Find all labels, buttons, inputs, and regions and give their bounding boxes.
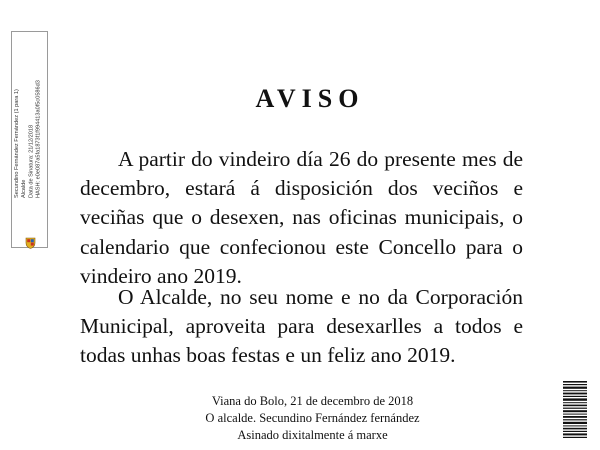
- signature-stamp-text: [14, 32, 44, 198]
- page-title: AVISO: [255, 84, 365, 113]
- notice-paragraph: A partir do vindeiro día 26 do presente mes de decembro, estará á disposición dos veciños e veciñas que o desexen, nas oficinas municipais, o calendario que confecionou este Concello para o vindeiro ano 2019.: [80, 147, 523, 288]
- signer-name: O alcalde. Secundino Fernández fernández: [205, 411, 420, 425]
- signature-stamp-line: HASH: e0e087a5fa1873f1f994413a0f5c0586d3: [35, 80, 42, 198]
- coat-of-arms-icon: [25, 237, 36, 249]
- digital-signature-note: Asinado dixitalmente á marxe: [237, 428, 388, 442]
- place-date: Viana do Bolo, 21 de decembro de 2018: [211, 394, 414, 408]
- barcode-icon: [563, 381, 587, 438]
- signature-stamp: [11, 31, 48, 248]
- signature-stamp-line: Secundino Fernández Fernández (1 para 1): [14, 89, 20, 198]
- greeting-paragraph: O Alcalde, no seu nome e no da Corporación Municipal, aproveita para desexarlles a todos e todas unhas boas festas e un feliz ano 2019.: [80, 285, 523, 368]
- signature-stamp-line: Data de Sinatura: 21/12/2018: [28, 124, 35, 198]
- signature-stamp-line: Alcalde: [21, 179, 28, 198]
- signature-block: [140, 393, 485, 444]
